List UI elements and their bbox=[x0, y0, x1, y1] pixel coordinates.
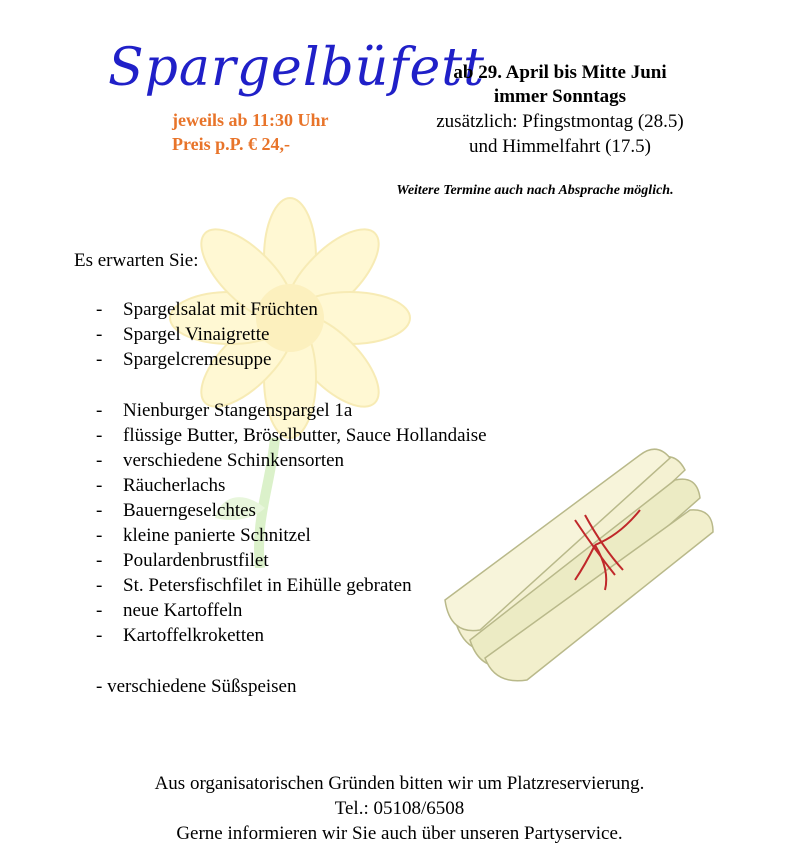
reservation-note: Aus organisatorischen Gründen bitten wir um Platzreservierung. bbox=[154, 773, 645, 794]
list-item: - Nienburger Stangenspargel 1a bbox=[96, 400, 353, 421]
menu-mains bbox=[96, 398, 487, 648]
list-item: - verschiedene Schinkensorten bbox=[96, 450, 345, 471]
menu-dessert: - verschiedene Süßspeisen bbox=[96, 676, 297, 697]
list-item: - kleine panierte Schnitzel bbox=[96, 525, 311, 546]
list-item: - flüssige Butter, Bröselbutter, Sauce Hollandaise bbox=[96, 425, 487, 446]
menu-starters bbox=[96, 297, 318, 372]
list-item: - Kartoffelkroketten bbox=[96, 625, 265, 646]
date-extra-2: und Himmelfahrt (17.5) bbox=[468, 136, 652, 157]
list-item: - Spargel Vinaigrette bbox=[96, 324, 270, 345]
price-info: Preis p.P. € 24,- bbox=[172, 134, 291, 154]
list-item: - Bauerngeselchtes bbox=[96, 500, 256, 521]
list-item: - St. Petersfischfilet in Eihülle gebraten bbox=[96, 575, 412, 596]
date-weekday: immer Sonntags bbox=[493, 86, 627, 107]
date-range: ab 29. April bis Mitte Juni bbox=[453, 62, 667, 83]
list-item: - Spargelcremesuppe bbox=[96, 349, 272, 370]
menu-intro: Es erwarten Sie: bbox=[74, 250, 199, 271]
list-item: - Spargelsalat mit Früchten bbox=[96, 299, 318, 320]
list-item: - Poulardenbrustfilet bbox=[96, 550, 269, 571]
date-extra-1: zusätzlich: Pfingstmontag (28.5) bbox=[436, 111, 684, 132]
time-info: jeweils ab 11:30 Uhr bbox=[172, 110, 329, 130]
list-item: - Räucherlachs bbox=[96, 475, 226, 496]
phone-number: Tel.: 05108/6508 bbox=[334, 798, 465, 819]
appointment-note: Weitere Termine auch nach Absprache möglich. bbox=[396, 183, 674, 198]
partyservice-note: Gerne informieren wir Sie auch über unseren Partyservice. bbox=[176, 823, 623, 844]
page-title: Spargelbüfett bbox=[108, 38, 486, 98]
list-item: - neue Kartoffeln bbox=[96, 600, 243, 621]
